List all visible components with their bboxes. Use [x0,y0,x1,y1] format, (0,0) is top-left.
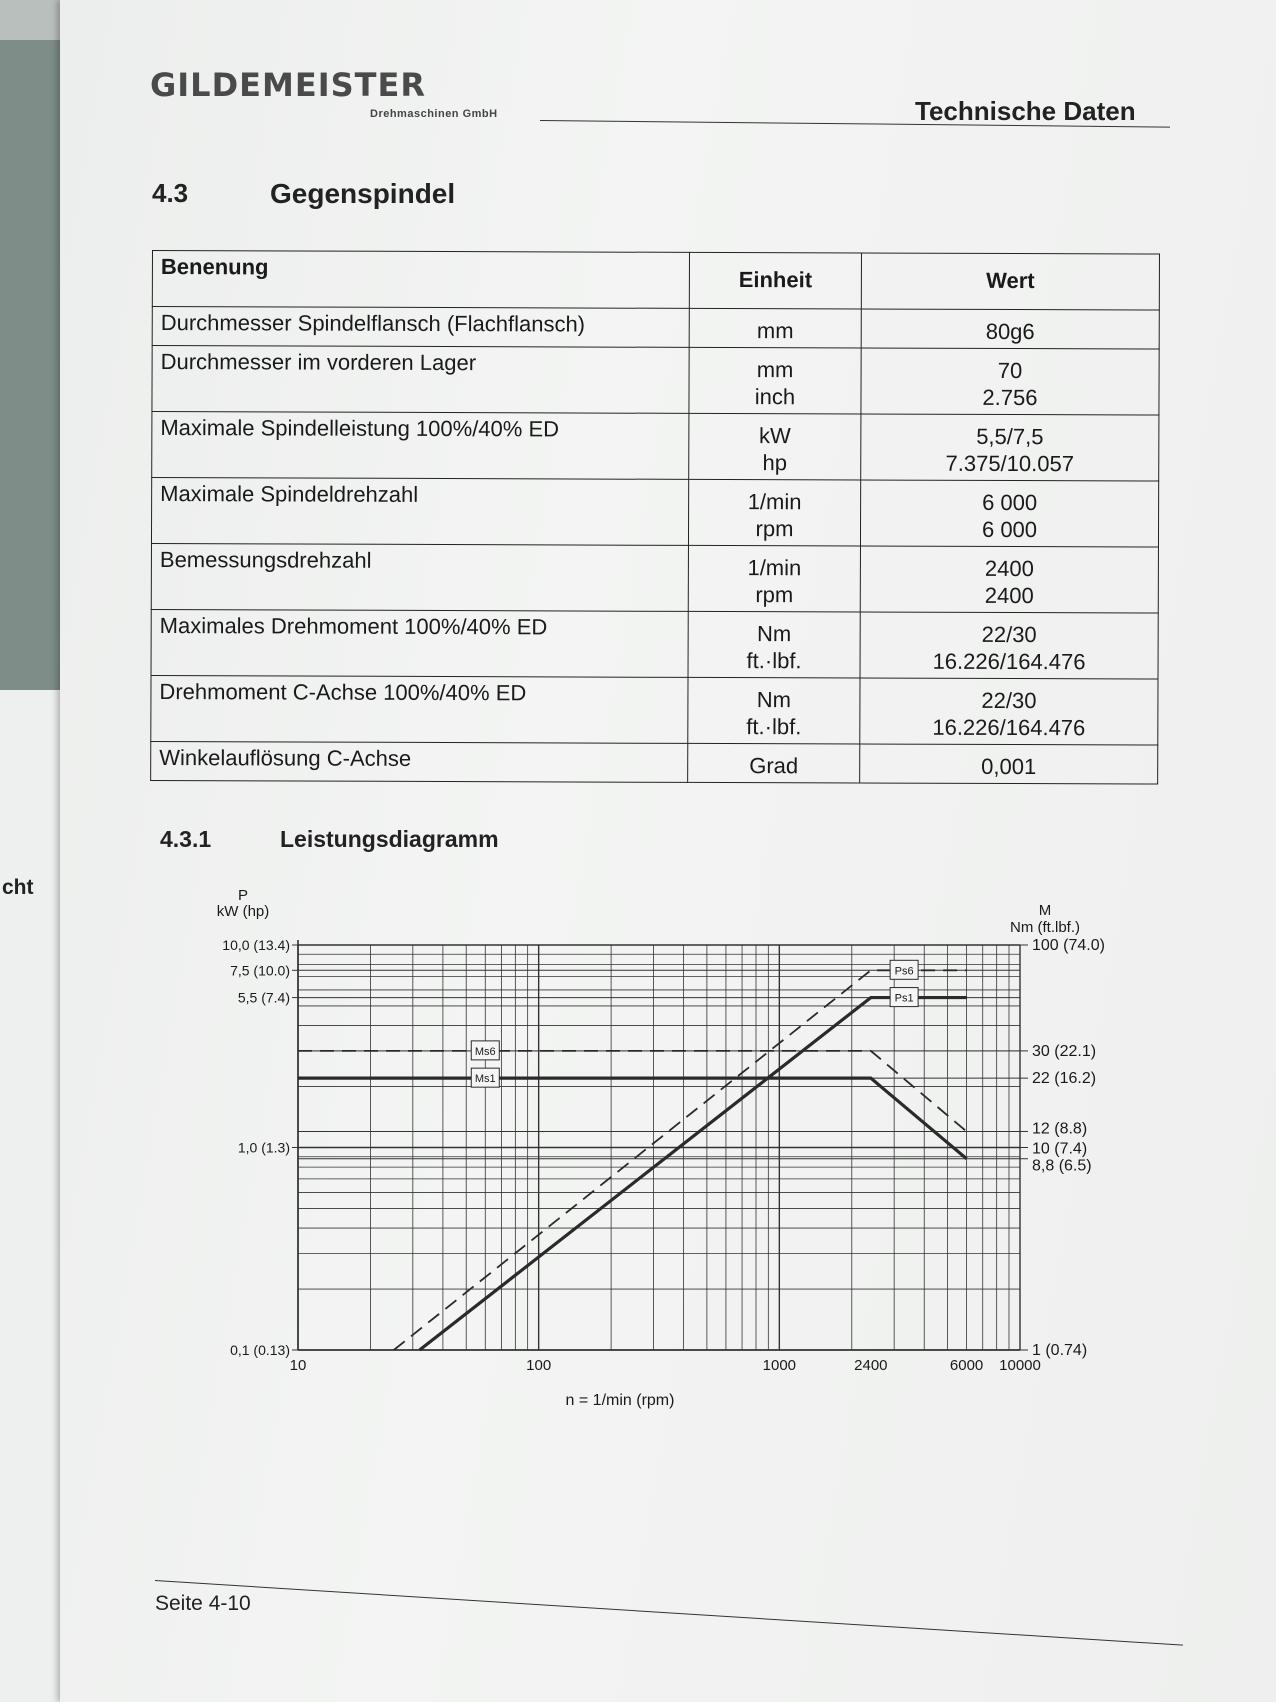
header-name: Benenung [152,251,689,309]
y-left-tick-label: 0,1 (0.13) [230,1342,290,1358]
unit-line: ft.·lbf. [746,714,802,740]
header-value: Wert [861,253,1159,310]
x-tick-label: 100 [526,1357,552,1374]
x-tick-label: 1000 [762,1357,797,1374]
value-line: 16.226/164.476 [932,714,1086,741]
value-line: 16.226/164.476 [932,648,1086,675]
unit-line: hp [762,450,788,476]
value-line: 80g6 [985,318,1035,345]
row-name: Maximale Spindeldrehzahl [151,478,688,546]
company-logo: GILDEMEISTER [150,66,426,104]
y-right-tick-label: 1 (0.74) [1032,1342,1088,1359]
row-name: Winkelauflösung C-Achse [151,741,688,782]
unit-line: rpm [755,582,794,608]
series-label: Ps6 [894,965,914,978]
section-number: 4.3 [152,178,189,208]
unit-line: Nm [756,687,792,713]
background-edge-text: cht [2,876,34,899]
value-line: 6 000 [982,489,1038,516]
page-number: Seite 4-10 [155,1592,251,1615]
series-line-ms6 [298,1051,967,1132]
unit-line: inch [754,384,796,410]
value-line: 22/30 [981,621,1037,648]
value-line: 22/30 [981,687,1037,714]
y-right-tick-label: 8,8 (6.5) [1032,1157,1092,1175]
subsection-number: 4.3.1 [160,826,212,852]
y-right-tick-label: 100 (74.0) [1032,937,1105,954]
unit-line: kW [758,423,791,449]
y-right-axis-symbol: M [1038,902,1052,919]
unit-line: rpm [755,516,794,542]
row-name: Drehmoment C-Achse 100%/40% ED [151,675,688,743]
x-axis-label: n = 1/min (rpm) [565,1392,675,1409]
unit-line: 1/min [747,489,802,515]
unit-line: mm [756,357,794,383]
series-label: Ps1 [894,992,914,1005]
unit-line: Grad [749,753,799,779]
series-line-ps6 [394,970,967,1350]
unit-line: Nm [757,621,792,647]
y-left-axis-unit: kW (hp) [216,903,270,920]
value-line: 5,5/7,5 [976,423,1044,450]
series-line-ms1 [298,1078,967,1159]
row-name: Durchmesser Spindelflansch (Flachflansch) [152,307,689,348]
section-title: Gegenspindel [270,178,456,209]
y-right-tick-label: 22 (16.2) [1032,1070,1097,1088]
value-line: 2400 [984,582,1034,609]
y-left-tick-label: 10,0 (13.4) [222,937,290,953]
header-unit: Einheit [689,252,861,309]
x-tick-label: 10 [289,1357,307,1374]
value-line: 2400 [984,555,1034,582]
company-subtitle: Drehmaschinen GmbH [370,108,498,120]
performance-chart [60,0,1276,1702]
header-title: Technische Daten [915,96,1136,126]
row-name: Maximale Spindelleistung 100%/40% ED [152,412,689,480]
series-label: Ms6 [474,1045,496,1058]
value-line: 70 [997,357,1023,384]
row-name: Durchmesser im vorderen Lager [152,346,689,414]
y-right-tick-label: 12 (8.8) [1032,1120,1088,1138]
x-tick-label: 10000 [999,1357,1041,1374]
row-name: Bemessungsdrehzahl [151,543,688,611]
y-right-tick-label: 30 (22.1) [1032,1042,1097,1060]
y-left-tick-label: 7,5 (10.0) [230,962,290,979]
value-line: 2.756 [982,384,1038,411]
value-line: 0,001 [981,753,1037,780]
y-right-axis-unit: Nm (ft.lbf.) [1010,919,1080,936]
y-left-tick-label: 1,0 (1.3) [237,1139,290,1156]
subsection-title: Leistungsdiagramm [280,826,499,852]
series-label: Ms1 [474,1073,496,1086]
value-line: 7.375/10.057 [945,450,1075,477]
y-left-axis-symbol: P [237,887,249,904]
value-line: 6 000 [981,516,1038,543]
y-right-tick-label: 10 (7.4) [1032,1140,1088,1158]
unit-line: 1/min [747,555,802,581]
x-tick-label: 6000 [949,1357,984,1374]
unit-line: mm [756,318,794,344]
row-name: Maximales Drehmoment 100%/40% ED [151,609,688,677]
y-left-tick-label: 5,5 (7.4) [237,989,290,1006]
unit-line: ft.·lbf. [746,648,802,674]
x-tick-label: 2400 [854,1357,888,1374]
